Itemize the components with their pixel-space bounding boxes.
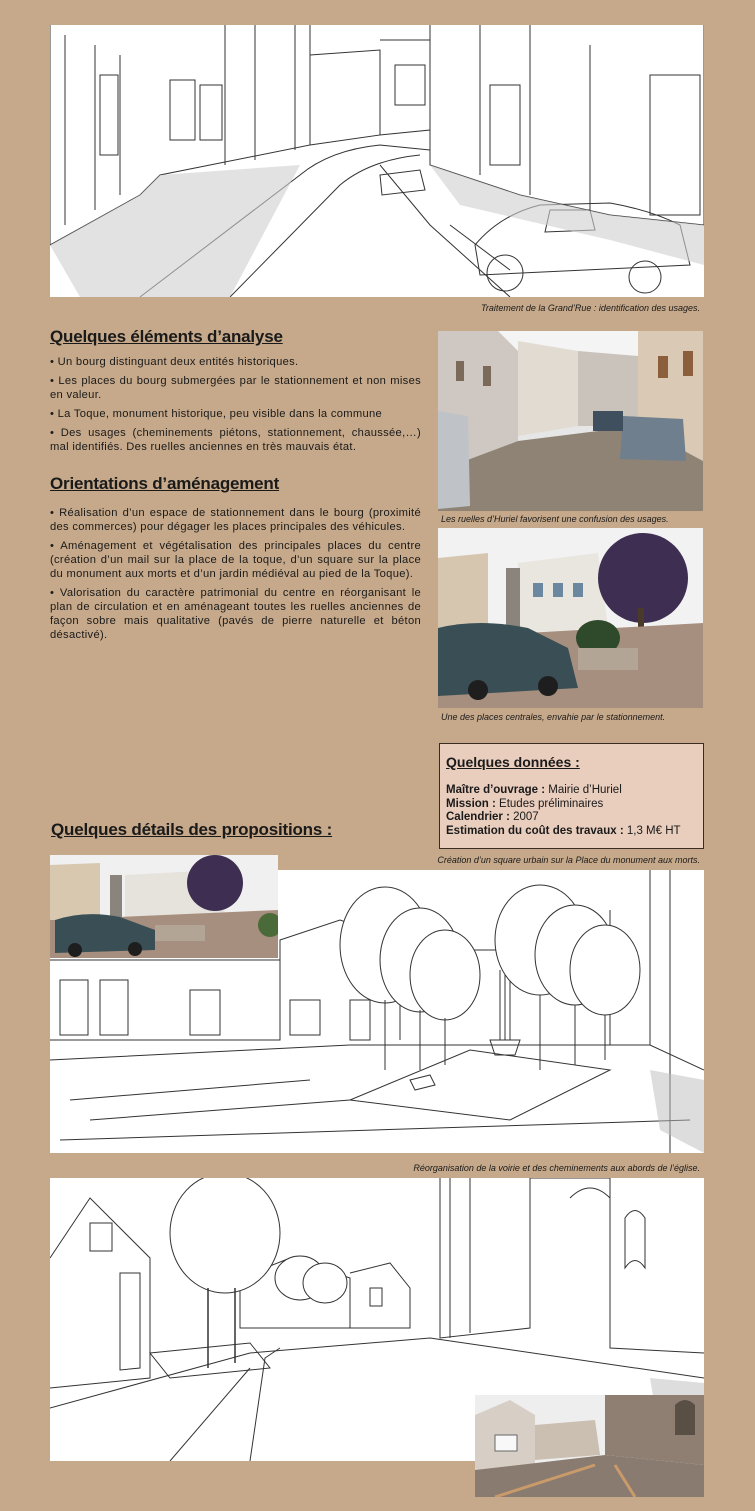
caption-square-urbain: Création d’un square urbain sur la Place du monument aux morts. [437,855,700,865]
donnees-title: Quelques données : [446,754,580,770]
voirie-eglise-inset-photo [475,1395,704,1497]
donnees-row-calendrier: Calendrier : 2007 [446,811,539,823]
square-urbain-inset-photo [50,855,278,958]
donnees-row-maitre: Maître d’ouvrage : Mairie d’Huriel [446,784,622,796]
donnees-row-mission: Mission : Etudes préliminaires [446,797,604,810]
orientations-item: • Réalisation d’un espace de stationnement dans le bourg (proximité des commerces) pour dégager les places principales des véhicules. [50,507,421,533]
ruelles-photo [438,331,703,511]
analysis-item: • Un bourg distinguant deux entités historiques. [50,356,299,368]
caption-ruelles: Les ruelles d’Huriel favorisent une confusion des usages. [441,514,669,524]
caption-grand-rue: Traitement de la Grand’Rue : identification des usages. [481,303,700,313]
caption-voirie-eglise: Réorganisation de la voirie et des cheminements aux abords de l’église. [413,1163,700,1173]
place-centrale-photo [438,528,703,708]
donnees-row-estimation: Estimation du coût des travaux : 1,3 M€ HT [446,824,681,837]
caption-place-centrale: Une des places centrales, envahie par le stationnement. [441,712,666,722]
orientations-title: Orientations d’aménagement [50,474,280,493]
analysis-item: • Des usages (cheminements piétons, stationnement, chaussée,…) mal identifiés. Des ruelles anciennes en très mauvais état. [50,427,421,453]
orientations-item: • Valorisation du caractère patrimonial du centre en réorganisant le plan de circulation et en aménageant toutes les ruelles anciennes de façon sobre mais qualitative (pavés de pierre naturelle et béton désactivé). [50,587,421,641]
details-title: Quelques détails des propositions : [51,820,333,839]
analysis-item: • Les places du bourg submergées par le stationnement et non mises en valeur. [50,375,421,401]
analysis-section [50,327,421,459]
orientations-section [50,474,421,647]
donnees-box [439,743,704,849]
analysis-title: Quelques éléments d’analyse [50,327,283,346]
grand-rue-sketch [50,25,704,297]
orientations-item: • Aménagement et végétalisation des principales places du centre (création d’un mail sur la place de la toque, d’un square sur la place du monument aux morts et d’un jardin médiéval au pied de la Toque). [50,540,421,580]
analysis-item: • La Toque, monument historique, peu visible dans la commune [50,408,383,420]
